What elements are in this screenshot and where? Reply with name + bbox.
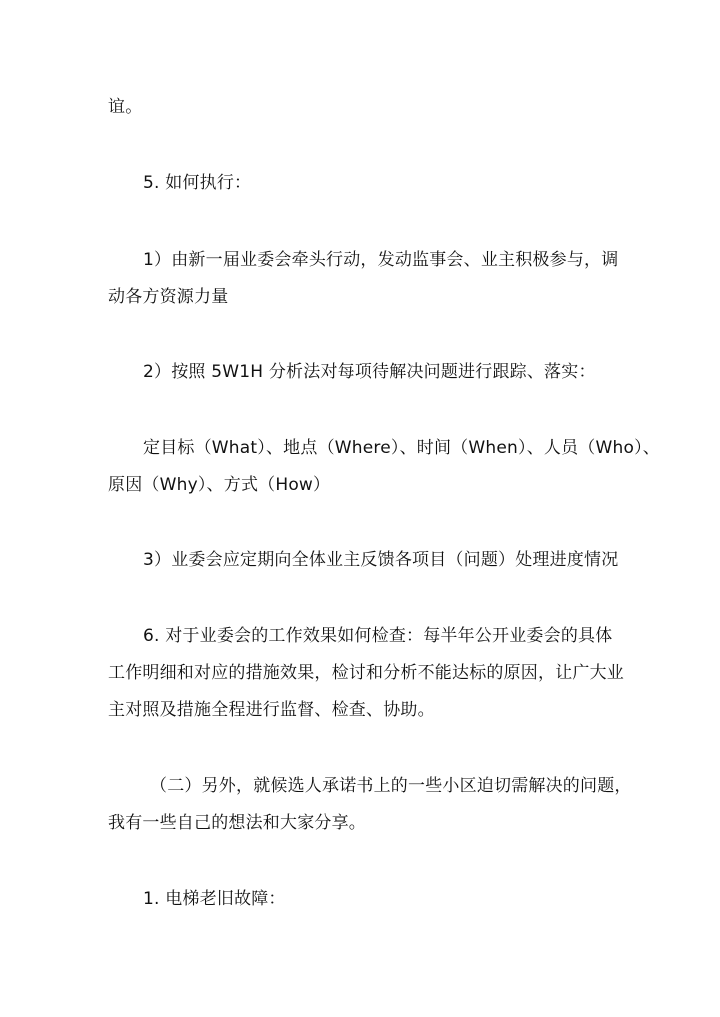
5w1h-detail-line-1: 定目标（What）、地点（Where）、时间（When）、人员（Who）、 (143, 438, 660, 458)
paragraph-ending-line: 谊。 (108, 97, 143, 117)
execution-item-3: 3）业委会应定期向全体业主反馈各项目（问题）处理进度情况 (143, 550, 619, 570)
part-two-line-1: （二）另外，就候选人承诺书上的一些小区迫切需解决的问题， (150, 776, 632, 796)
5w1h-detail-line-2: 原因（Why）、方式（How） (108, 475, 331, 495)
section-6-line-3: 主对照及措施全程进行监督、检查、协助。 (108, 700, 435, 720)
elevator-issue-heading: 1. 电梯老旧故障： (143, 889, 286, 909)
section-6-line-1: 6. 对于业委会的工作效果如何检查：每半年公开业委会的具体 (143, 626, 613, 646)
section-heading-how-to-execute: 5. 如何执行： (143, 173, 252, 193)
section-6-line-2: 工作明细和对应的措施效果，检讨和分析不能达标的原因，让广大业 (108, 663, 624, 683)
execution-item-1-line-2: 动各方资源力量 (108, 287, 229, 307)
execution-item-2: 2）按照 5W1H 分析法对每项待解决问题进行跟踪、落实： (143, 362, 596, 382)
execution-item-1-line-1: 1）由新一届业委会牵头行动，发动监事会、业主积极参与，调 (143, 250, 619, 270)
part-two-line-2: 我有一些自己的想法和大家分享。 (108, 813, 366, 833)
